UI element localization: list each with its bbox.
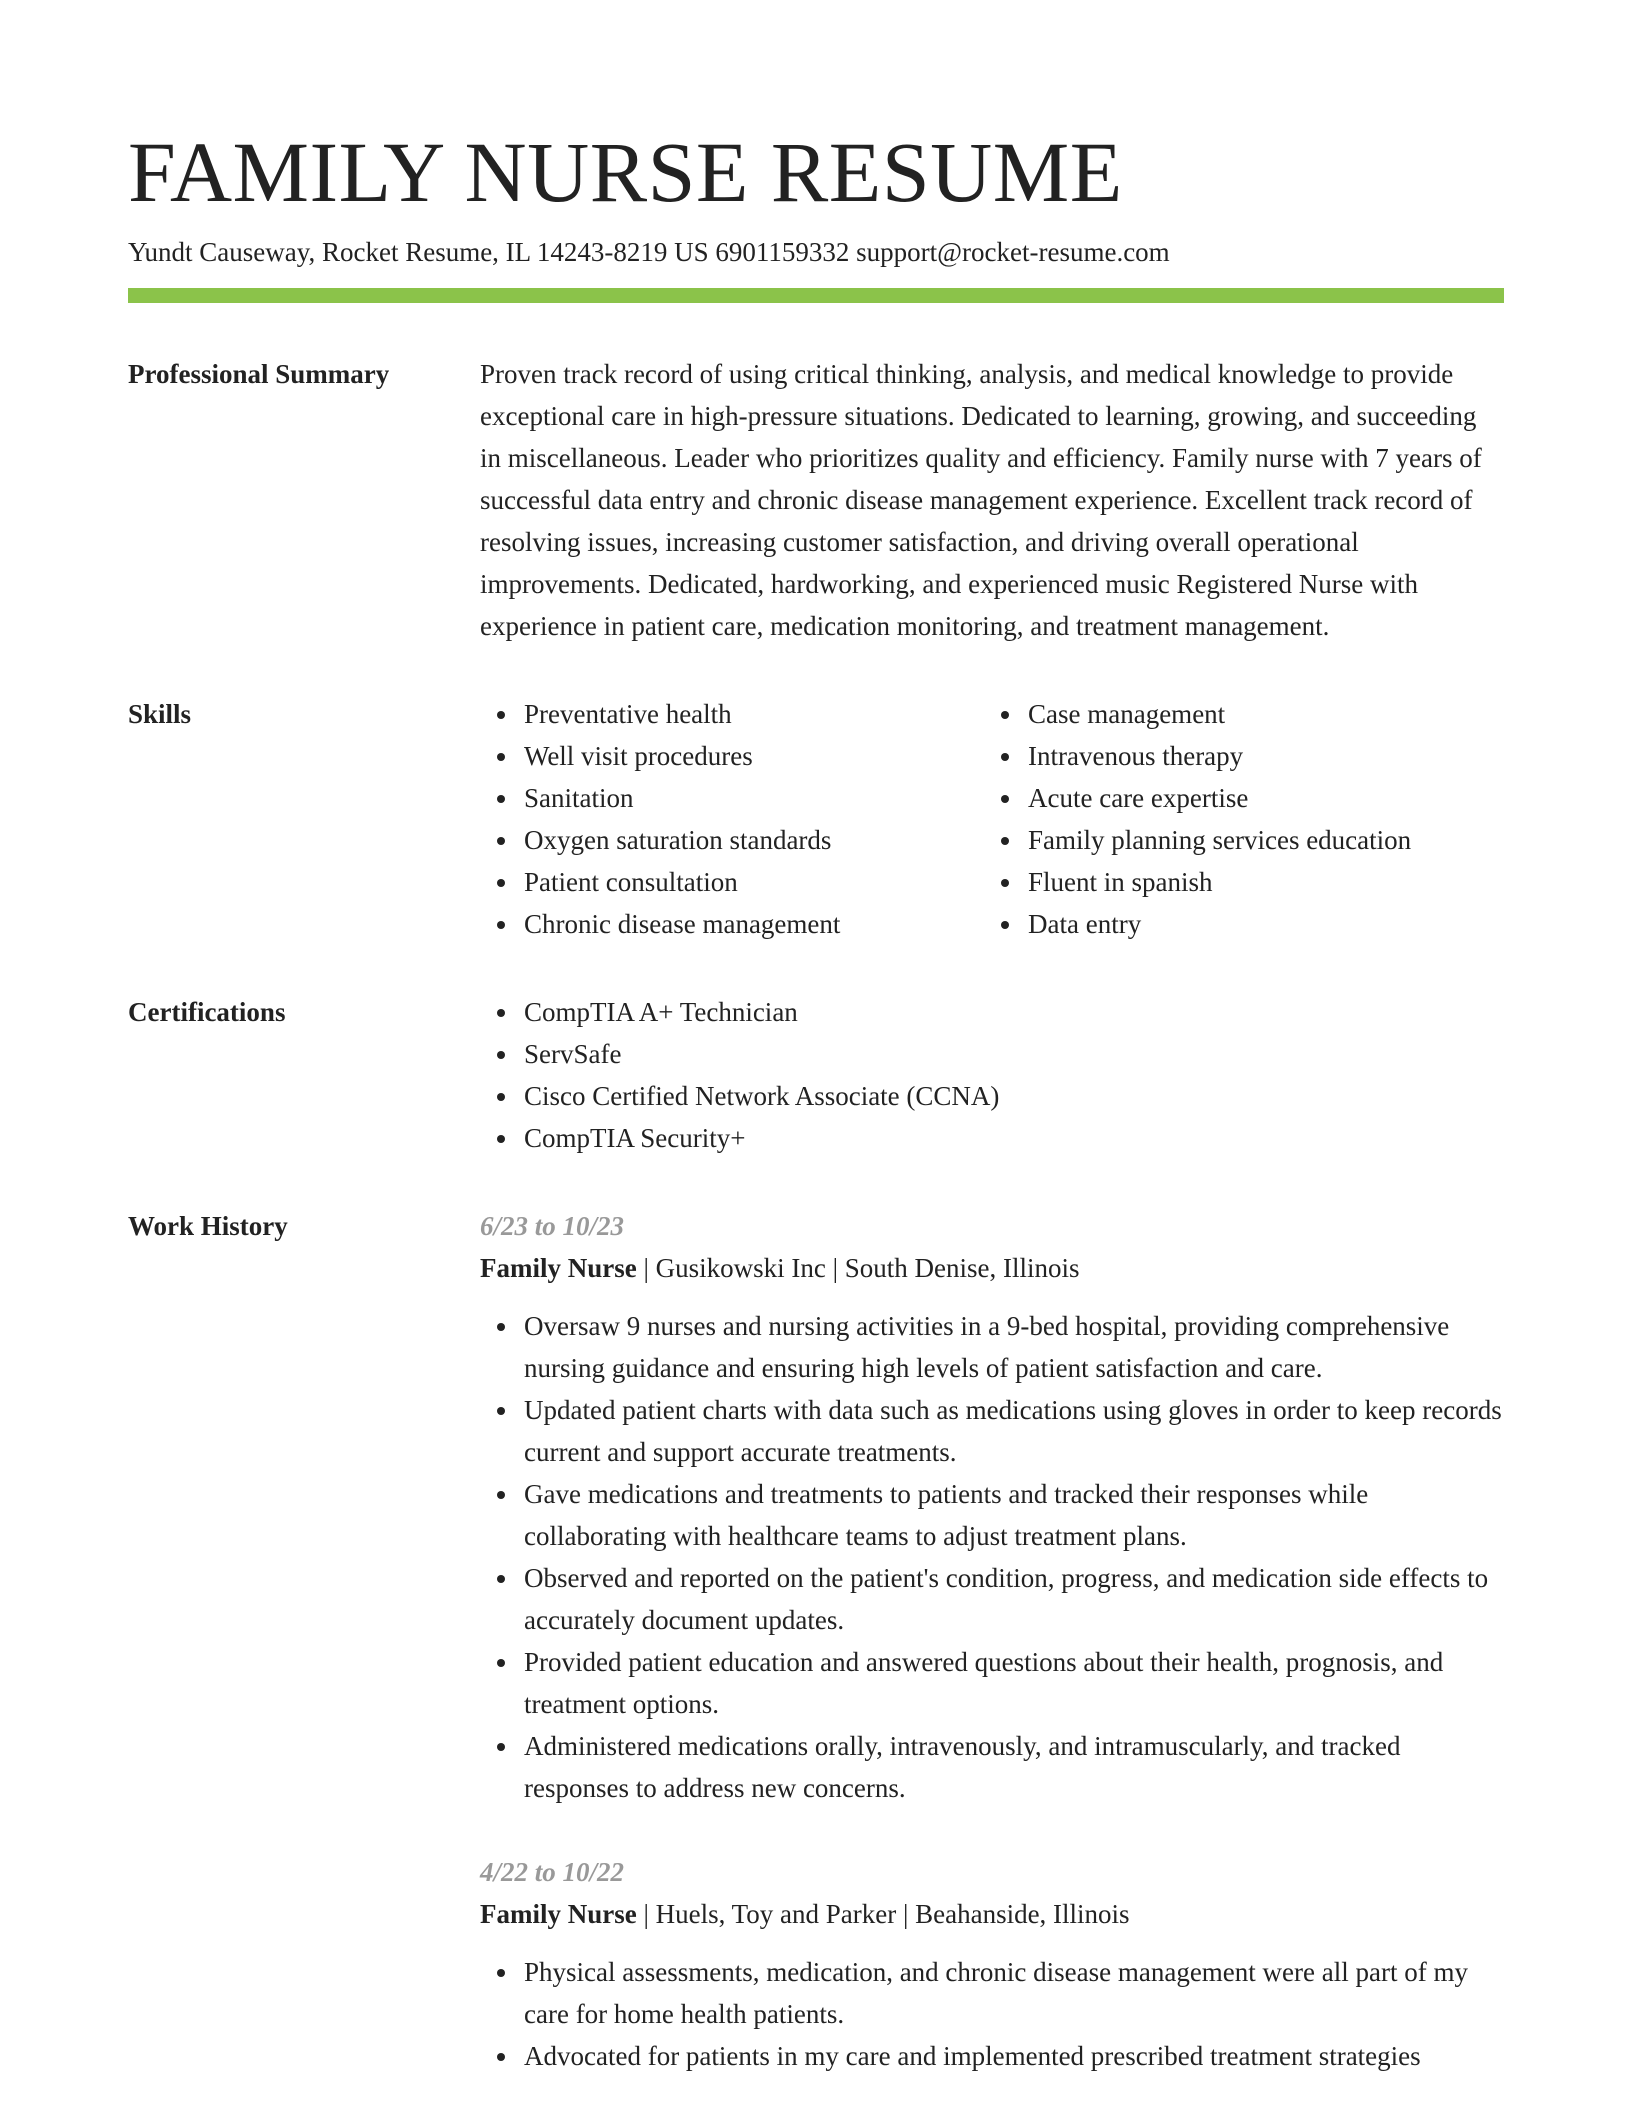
skill-item: Chronic disease management bbox=[480, 903, 984, 945]
job-duties-list bbox=[480, 1951, 1504, 2077]
skills-section bbox=[128, 693, 1504, 945]
skill-item: Well visit procedures bbox=[480, 735, 984, 777]
job-employer-location: | Huels, Toy and Parker | Beahanside, Illinois bbox=[636, 1899, 1130, 1929]
job-title: Family Nurse bbox=[480, 1253, 637, 1283]
header-divider bbox=[128, 288, 1504, 303]
skill-item: Intravenous therapy bbox=[984, 735, 1488, 777]
certifications-list bbox=[480, 991, 1504, 1159]
skill-item: Sanitation bbox=[480, 777, 984, 819]
section-heading: Certifications bbox=[128, 997, 286, 1027]
certification-item: Cisco Certified Network Associate (CCNA) bbox=[480, 1075, 1504, 1117]
resume-title: FAMILY NURSE RESUME bbox=[128, 124, 1123, 220]
contact-line: Yundt Causeway, Rocket Resume, IL 14243-8219 US 6901159332 support@rocket-resume.com bbox=[128, 237, 1170, 267]
skills-list-left bbox=[480, 693, 984, 945]
certification-item: CompTIA A+ Technician bbox=[480, 991, 1504, 1033]
skills-list-right bbox=[984, 693, 1488, 945]
job-title: Family Nurse bbox=[480, 1899, 637, 1929]
skill-item: Case management bbox=[984, 693, 1488, 735]
summary-text: Proven track record of using critical thinking, analysis, and medical knowledge to provide exceptional care in high-pressure situations. Dedicated to learning, growing, and succeeding in miscellaneous. Leader who prioritizes quality and efficiency. Family nurse with 7 years of successful data entry and chronic disease management experience. Excellent track record of resolving issues, increasing customer satisfaction, and driving overall operational improvements. Dedicated, hardworking, and experienced music Registered Nurse with experience in patient care, medication monitoring, and treatment management. bbox=[480, 359, 1482, 641]
job-duties-list bbox=[480, 1305, 1504, 1809]
section-heading: Skills bbox=[128, 699, 192, 729]
job-duty: Oversaw 9 nurses and nursing activities in a 9-bed hospital, providing comprehensive nursing guidance and ensuring high levels of patient satisfaction and care. bbox=[480, 1305, 1504, 1389]
professional-summary-section bbox=[128, 353, 1504, 647]
job-duty: Updated patient charts with data such as medications using gloves in order to keep records current and support accurate treatments. bbox=[480, 1389, 1504, 1473]
job-duty: Provided patient education and answered questions about their health, prognosis, and treatment options. bbox=[480, 1641, 1504, 1725]
job-dates: 4/22 to 10/22 bbox=[480, 1857, 625, 1887]
section-heading: Work History bbox=[128, 1211, 288, 1241]
job-duty: Advocated for patients in my care and implemented prescribed treatment strategies bbox=[480, 2035, 1504, 2077]
skill-item: Fluent in spanish bbox=[984, 861, 1488, 903]
job-duty: Administered medications orally, intravenously, and intramuscularly, and tracked responses to address new concerns. bbox=[480, 1725, 1504, 1809]
skill-item: Family planning services education bbox=[984, 819, 1488, 861]
job-dates: 6/23 to 10/23 bbox=[480, 1211, 625, 1241]
certification-item: CompTIA Security+ bbox=[480, 1117, 1504, 1159]
job-duty: Physical assessments, medication, and chronic disease management were all part of my care for home health patients. bbox=[480, 1951, 1504, 2035]
job-duty: Observed and reported on the patient's condition, progress, and medication side effects to accurately document updates. bbox=[480, 1557, 1504, 1641]
resume-page bbox=[128, 120, 1504, 2112]
work-history-section bbox=[128, 1205, 1504, 2112]
job-duty: Gave medications and treatments to patients and tracked their responses while collaborating with healthcare teams to adjust treatment plans. bbox=[480, 1473, 1504, 1557]
job-header bbox=[480, 1247, 1504, 1289]
job-header bbox=[480, 1893, 1504, 1935]
skill-item: Acute care expertise bbox=[984, 777, 1488, 819]
job-employer-location: | Gusikowski Inc | South Denise, Illinois bbox=[636, 1253, 1080, 1283]
skill-item: Preventative health bbox=[480, 693, 984, 735]
certifications-section bbox=[128, 991, 1504, 1159]
certification-item: ServSafe bbox=[480, 1033, 1504, 1075]
job-entry bbox=[480, 1205, 1504, 1809]
job-entry bbox=[480, 1851, 1504, 2077]
skill-item: Data entry bbox=[984, 903, 1488, 945]
skill-item: Patient consultation bbox=[480, 861, 984, 903]
section-heading: Professional Summary bbox=[128, 359, 390, 389]
skill-item: Oxygen saturation standards bbox=[480, 819, 984, 861]
